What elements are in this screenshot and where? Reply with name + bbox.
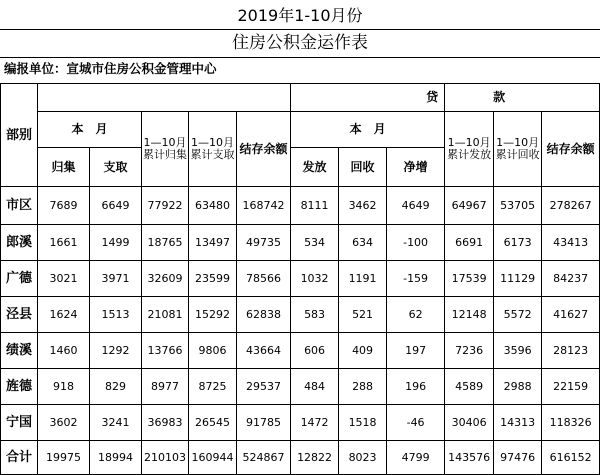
cell-cum-issue: 12148 <box>445 297 494 333</box>
cell-issue: 1472 <box>291 405 339 441</box>
cell-loan-balance: 28123 <box>542 333 600 369</box>
row-name: 广德 <box>1 261 38 297</box>
table-row <box>1 261 600 297</box>
cell-net: -100 <box>387 225 445 261</box>
cell-recover: 1518 <box>339 405 387 441</box>
cell-cum-withdraw: 9806 <box>189 333 237 369</box>
cell-balance: 29537 <box>237 369 291 405</box>
cell-net: 4799 <box>387 441 445 475</box>
net-increase-header: 净增 <box>387 148 445 187</box>
row-name: 郎溪 <box>1 225 38 261</box>
cell-collect: 918 <box>38 369 90 405</box>
cell-issue: 534 <box>291 225 339 261</box>
cum-issue-header: 1—10月累计发放 <box>445 112 494 187</box>
row-name: 旌德 <box>1 369 38 405</box>
table-row <box>1 333 600 369</box>
cell-balance: 43664 <box>237 333 291 369</box>
cell-recover: 8023 <box>339 441 387 475</box>
cum-withdraw-header: 1—10月累计支取 <box>189 112 237 187</box>
cell-balance: 91785 <box>237 405 291 441</box>
cell-cum-recover: 14313 <box>494 405 542 441</box>
cell-collect: 1661 <box>38 225 90 261</box>
cell-cum-withdraw: 8725 <box>189 369 237 405</box>
reporting-unit: 编报单位：宣城市住房公积金管理中心 <box>4 61 217 76</box>
row-name: 合计 <box>1 441 38 475</box>
loan-group-header-left: 贷 <box>291 84 445 112</box>
cell-issue: 8111 <box>291 187 339 225</box>
cell-loan-balance: 22159 <box>542 369 600 405</box>
cell-net: 196 <box>387 369 445 405</box>
withdraw-header: 支取 <box>90 148 142 187</box>
table-row <box>1 187 600 225</box>
loan-group-header-right: 款 <box>445 84 600 112</box>
issue-header: 发放 <box>291 148 339 187</box>
cell-withdraw: 3971 <box>90 261 142 297</box>
cum-recover-header: 1—10月累计回收 <box>494 112 542 187</box>
cell-cum-issue: 6691 <box>445 225 494 261</box>
cell-net: 4649 <box>387 187 445 225</box>
cell-loan-balance: 278267 <box>542 187 600 225</box>
cell-loan-balance: 41627 <box>542 297 600 333</box>
cell-collect: 19975 <box>38 441 90 475</box>
cell-cum-withdraw: 15292 <box>189 297 237 333</box>
recover-header: 回收 <box>339 148 387 187</box>
dept-header: 部别 <box>1 84 38 187</box>
total-row <box>1 441 600 475</box>
cell-collect: 3602 <box>38 405 90 441</box>
table-row <box>1 225 600 261</box>
cell-loan-balance: 43413 <box>542 225 600 261</box>
cell-cum-collect: 210103 <box>142 441 189 475</box>
cell-cum-recover: 6173 <box>494 225 542 261</box>
deposit-group-header <box>38 84 291 112</box>
cell-balance: 168742 <box>237 187 291 225</box>
report-period-title: 2019年1-10月份 <box>237 6 363 25</box>
this-month-header: 本 月 <box>38 112 142 148</box>
cell-withdraw: 1499 <box>90 225 142 261</box>
cell-cum-issue: 143576 <box>445 441 494 475</box>
cell-cum-collect: 18765 <box>142 225 189 261</box>
row-name: 宁国 <box>1 405 38 441</box>
table-row <box>1 405 600 441</box>
cell-recover: 521 <box>339 297 387 333</box>
cell-cum-collect: 13766 <box>142 333 189 369</box>
cell-cum-collect: 8977 <box>142 369 189 405</box>
subtitle-divider <box>0 57 600 58</box>
cell-withdraw: 829 <box>90 369 142 405</box>
cell-loan-balance: 84237 <box>542 261 600 297</box>
cell-issue: 484 <box>291 369 339 405</box>
cell-collect: 1624 <box>38 297 90 333</box>
cell-recover: 634 <box>339 225 387 261</box>
cell-cum-withdraw: 63480 <box>189 187 237 225</box>
cell-withdraw: 1513 <box>90 297 142 333</box>
cell-cum-collect: 36983 <box>142 405 189 441</box>
cell-balance: 62838 <box>237 297 291 333</box>
collect-header: 归集 <box>38 148 90 187</box>
cell-withdraw: 3241 <box>90 405 142 441</box>
report-title: 住房公积金运作表 <box>232 33 368 53</box>
loan-balance-header: 结存余额 <box>542 112 600 187</box>
cell-issue: 583 <box>291 297 339 333</box>
cell-recover: 1191 <box>339 261 387 297</box>
cell-cum-withdraw: 13497 <box>189 225 237 261</box>
table-row <box>1 369 600 405</box>
cell-withdraw: 1292 <box>90 333 142 369</box>
cell-issue: 1032 <box>291 261 339 297</box>
cell-net: 62 <box>387 297 445 333</box>
row-name: 泾县 <box>1 297 38 333</box>
cell-cum-recover: 11129 <box>494 261 542 297</box>
cell-net: -46 <box>387 405 445 441</box>
cell-issue: 606 <box>291 333 339 369</box>
cum-collect-header: 1—10月累计归集 <box>142 112 189 187</box>
cell-recover: 409 <box>339 333 387 369</box>
fund-operation-table <box>0 83 600 475</box>
cell-cum-recover: 97476 <box>494 441 542 475</box>
cell-cum-issue: 17539 <box>445 261 494 297</box>
cell-cum-recover: 53705 <box>494 187 542 225</box>
cell-net: 197 <box>387 333 445 369</box>
cell-loan-balance: 616152 <box>542 441 600 475</box>
cell-cum-issue: 64967 <box>445 187 494 225</box>
cell-balance: 78566 <box>237 261 291 297</box>
cell-issue: 12822 <box>291 441 339 475</box>
table-row <box>1 297 600 333</box>
cell-collect: 1460 <box>38 333 90 369</box>
cell-cum-withdraw: 23599 <box>189 261 237 297</box>
cell-balance: 49735 <box>237 225 291 261</box>
cell-collect: 3021 <box>38 261 90 297</box>
cell-cum-collect: 21081 <box>142 297 189 333</box>
cell-cum-withdraw: 160944 <box>189 441 237 475</box>
row-name: 市区 <box>1 187 38 225</box>
cell-withdraw: 6649 <box>90 187 142 225</box>
row-name: 绩溪 <box>1 333 38 369</box>
balance-header: 结存余额 <box>237 112 291 187</box>
cell-withdraw: 18994 <box>90 441 142 475</box>
cell-recover: 3462 <box>339 187 387 225</box>
cell-recover: 288 <box>339 369 387 405</box>
cell-balance: 524867 <box>237 441 291 475</box>
cell-cum-recover: 3596 <box>494 333 542 369</box>
cell-net: -159 <box>387 261 445 297</box>
cell-cum-issue: 7236 <box>445 333 494 369</box>
loan-this-month-header: 本 月 <box>291 112 445 148</box>
cell-cum-collect: 77922 <box>142 187 189 225</box>
cell-cum-issue: 4589 <box>445 369 494 405</box>
cell-cum-withdraw: 26545 <box>189 405 237 441</box>
cell-collect: 7689 <box>38 187 90 225</box>
cell-cum-collect: 32609 <box>142 261 189 297</box>
cell-loan-balance: 118326 <box>542 405 600 441</box>
cell-cum-recover: 2988 <box>494 369 542 405</box>
cell-cum-issue: 30406 <box>445 405 494 441</box>
cell-cum-recover: 5572 <box>494 297 542 333</box>
